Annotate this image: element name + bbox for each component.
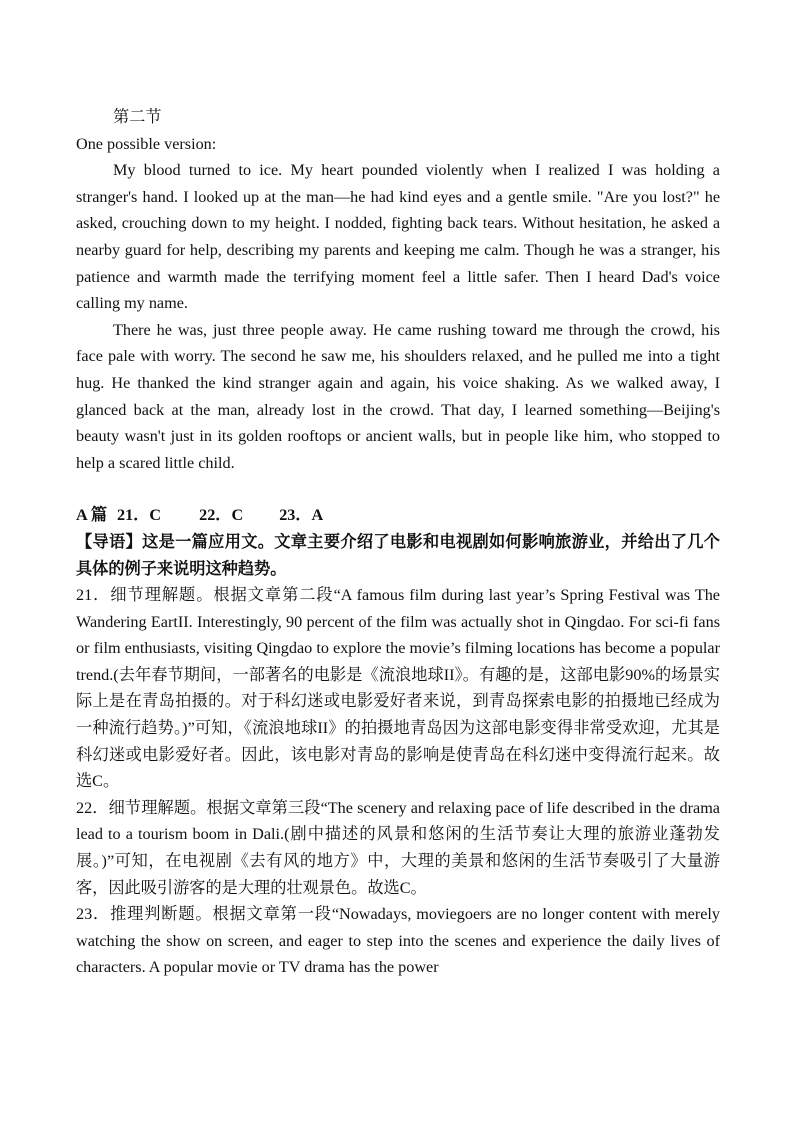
answer-22: 22．C [199, 506, 244, 525]
guide-intro: 【导语】这是一篇应用文。文章主要介绍了电影和电视剧如何影响旅游业，并给出了几个具体的例子来说明这种趋势。 [76, 532, 720, 578]
explanation-22: 22．细节理解题。根据文章第三段“The scenery and relaxing pace of life described in the drama lead to a tourism boom in Dali.(剧中描述的风景和悠闲的生活节奏让大理的旅游业蓬勃发展。)”可知，在电视剧《去有风的地方》中，大理的美景和悠闲的生活节奏吸引了大量游客，因此吸引游客的是大理的壮观景色。故选C。 [76, 798, 720, 897]
answer-key-line [76, 502, 720, 529]
version-intro: One possible version: [76, 134, 217, 153]
essay-paragraph-2: There he was, just three people away. He came rushing toward me through the crowd, his face pale with worry. The second he saw me, his shoulders relaxed, and he pulled me into a tight hug. He thanked the kind stranger again and again, his voice shaking. As we walked away, I glanced back at the man, already lost in the crowd. That day, I learned something—Beijing's beauty wasn't just in its golden rooftops or ancient walls, but in people like him, who stopped to help a scared little child. [76, 320, 720, 472]
answer-21: 21．C [117, 506, 162, 525]
spacer [76, 476, 720, 502]
answer-23: 23．A [279, 506, 324, 525]
passage-label: A 篇 [76, 506, 108, 525]
explanation-21: 21．细节理解题。根据文章第二段“A famous film during last year’s Spring Festival was The Wandering EartII. Interestingly, 90 percent of the film was actually shot in Qingdao. For sci-fi fans or film enthusiasts, visiting Qingdao to explore the movie’s filming locations has become a popular trend.(去年春节期间，一部著名的电影是《流浪地球II》。有趣的是，这部电影90%的场景实际上是在青岛拍摄的。对于科幻迷或电影爱好者来说，到青岛探索电影的拍摄地已经成为一种流行趋势。)”可知，《流浪地球II》的拍摄地青岛因为这部电影变得非常受欢迎，尤其是科幻迷或电影爱好者。因此，该电影对青岛的影响是使青岛在科幻迷中变得流行起来。故选C。 [76, 586, 720, 791]
essay-paragraph-1: My blood turned to ice. My heart pounded violently when I realized I was holding a stranger's hand. I looked up at the man—he had kind eyes and a gentle smile. "Are you lost?" he asked, crouching down to my height. I nodded, fighting back tears. Without hesitation, he asked a nearby guard for help, describing my parents and keeping me calm. Though he was a stranger, his patience and warmth made the terrifying moment feel a little safer. Then I heard Dad's voice calling my name. [76, 161, 720, 313]
section-heading: 第二节 [113, 108, 162, 126]
answer-document [76, 104, 720, 981]
explanation-23: 23．推理判断题。根据文章第一段“Nowadays, moviegoers are no longer content with merely watching the show on screen, and eager to step into the scenes and experience the daily lives of characters. A popular movie or TV drama has the power [76, 905, 720, 977]
